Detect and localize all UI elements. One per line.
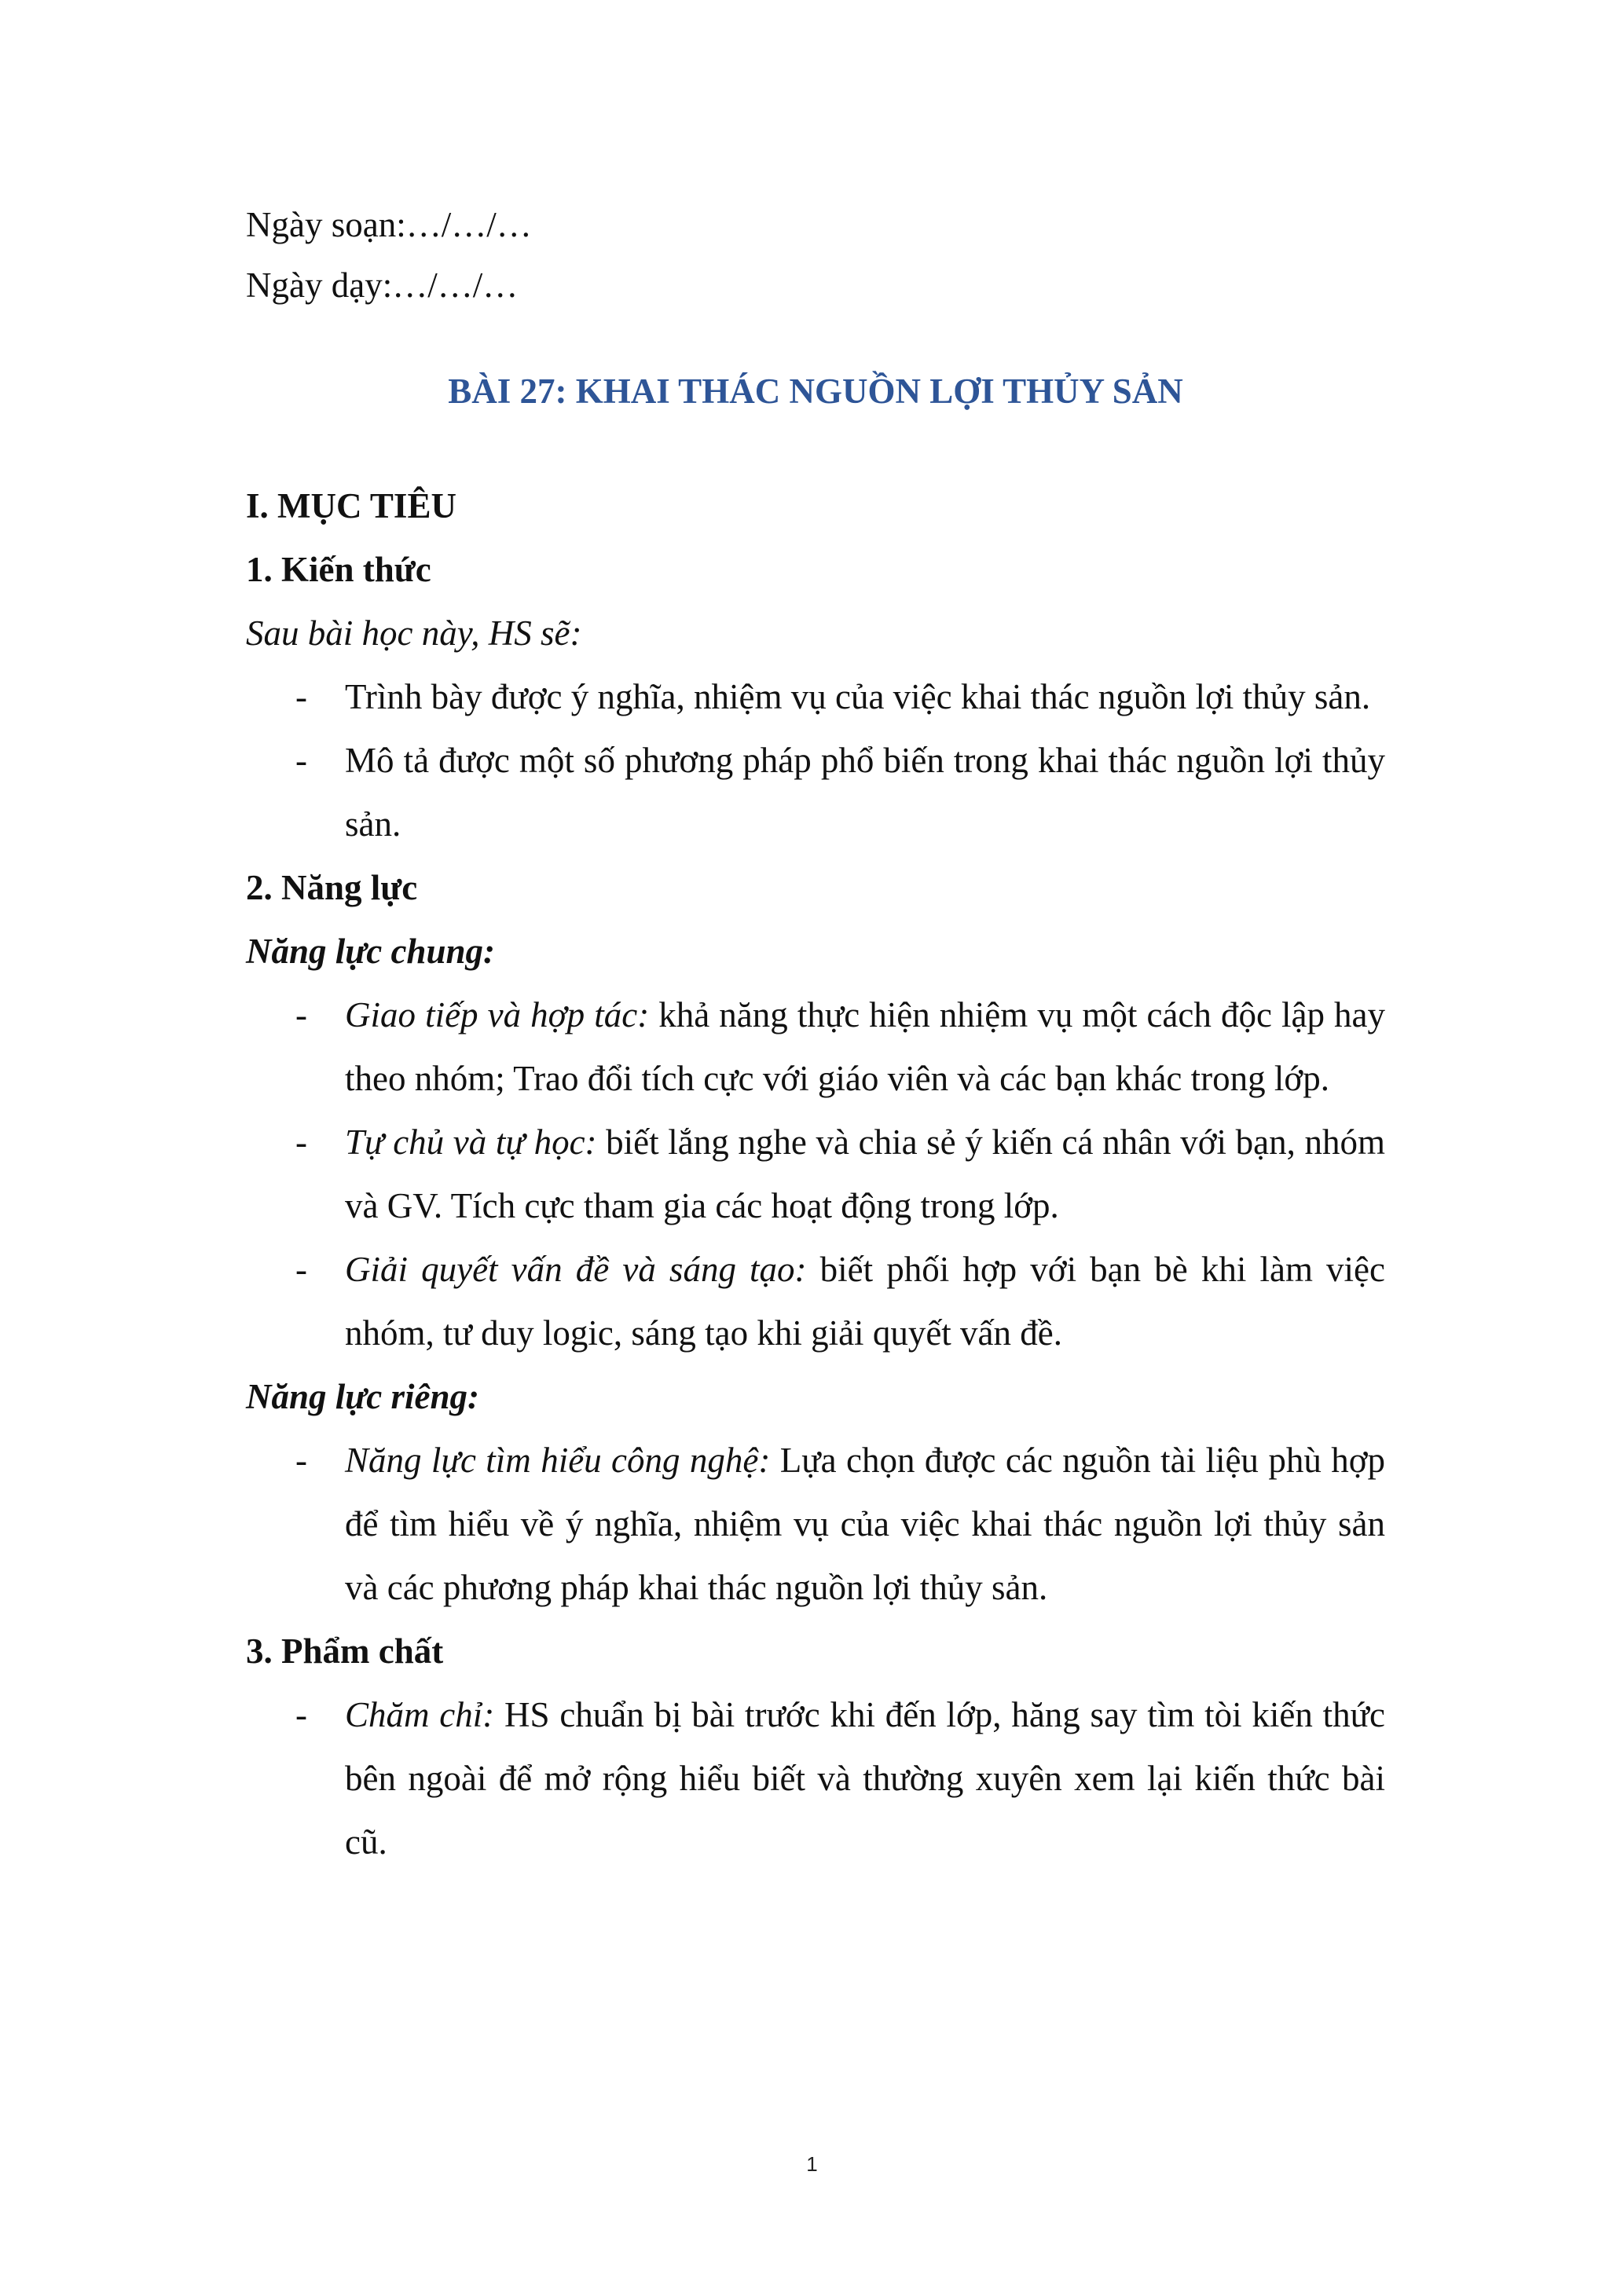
bullet-dash: - <box>295 677 307 716</box>
bullet-dash: - <box>295 1250 307 1289</box>
list-item <box>246 1238 1385 1365</box>
heading-general-competency: Năng lực chung: <box>246 932 495 971</box>
list-item-lead: Giải quyết vấn đề và sáng tạo: <box>345 1250 807 1289</box>
list-item-text: HS chuẩn bị bài trước khi đến lớp, hăng say tìm tòi kiến thức bên ngoài để mở rộng hiểu biết và thường xuyên xem lại kiến thức bài cũ. <box>345 1695 1385 1862</box>
list-item-lead: Tự chủ và tự học: <box>345 1122 597 1162</box>
heading-competency: 2. Năng lực <box>246 868 418 907</box>
bullet-dash: - <box>295 995 307 1034</box>
general-competency-list <box>246 983 1385 1365</box>
list-item-text: biết lắng nghe và chia sẻ ý kiến cá nhân với bạn, nhóm và GV. Tích cực tham gia các hoạt động trong lớp. <box>345 1122 1385 1225</box>
bullet-dash: - <box>295 1441 307 1480</box>
list-item <box>246 1111 1385 1238</box>
list-item <box>246 1683 1385 1874</box>
qualities-list <box>246 1683 1385 1874</box>
page-number: 1 <box>806 2152 818 2176</box>
bullet-dash: - <box>295 741 307 780</box>
specific-competency-list <box>246 1429 1385 1620</box>
knowledge-list <box>246 665 1385 856</box>
list-item <box>246 983 1385 1111</box>
bullet-dash: - <box>295 1122 307 1162</box>
list-item <box>246 1429 1385 1620</box>
knowledge-intro: Sau bài học này, HS sẽ: <box>246 613 582 653</box>
lesson-title: BÀI 27: KHAI THÁC NGUỒN LỢI THỦY SẢN <box>448 372 1183 411</box>
list-item <box>246 729 1385 856</box>
heading-knowledge: 1. Kiến thức <box>246 550 431 589</box>
heading-specific-competency: Năng lực riêng: <box>246 1377 479 1416</box>
list-item-lead: Giao tiếp và hợp tác: <box>345 995 650 1034</box>
list-item-lead: Chăm chỉ: <box>345 1695 495 1734</box>
list-item-text: Lựa chọn được các nguồn tài liệu phù hợp để tìm hiểu về ý nghĩa, nhiệm vụ của việc khai thác nguồn lợi thủy sản và các phương pháp khai thác nguồn lợi thủy sản. <box>345 1441 1385 1607</box>
list-item <box>246 665 1385 729</box>
list-item-lead: Năng lực tìm hiểu công nghệ: <box>345 1441 771 1480</box>
list-item-text: khả năng thực hiện nhiệm vụ một cách độc lập hay theo nhóm; Trao đổi tích cực với giáo viên và các bạn khác trong lớp. <box>345 995 1385 1098</box>
heading-qualities: 3. Phẩm chất <box>246 1631 444 1671</box>
list-item-text: biết phối hợp với bạn bè khi làm việc nhóm, tư duy logic, sáng tạo khi giải quyết vấn đề. <box>345 1250 1386 1353</box>
list-item-text: Mô tả được một số phương pháp phổ biến trong khai thác nguồn lợi thủy sản. <box>345 741 1385 844</box>
section-heading-objectives: I. MỤC TIÊU <box>246 486 456 525</box>
bullet-dash: - <box>295 1695 307 1734</box>
page-content <box>246 195 1385 1874</box>
teach-date: Ngày dạy:…/…/… <box>246 265 519 305</box>
list-item-text: Trình bày được ý nghĩa, nhiệm vụ của việc khai thác nguồn lợi thủy sản. <box>345 677 1371 716</box>
prep-date: Ngày soạn:…/…/… <box>246 205 532 244</box>
